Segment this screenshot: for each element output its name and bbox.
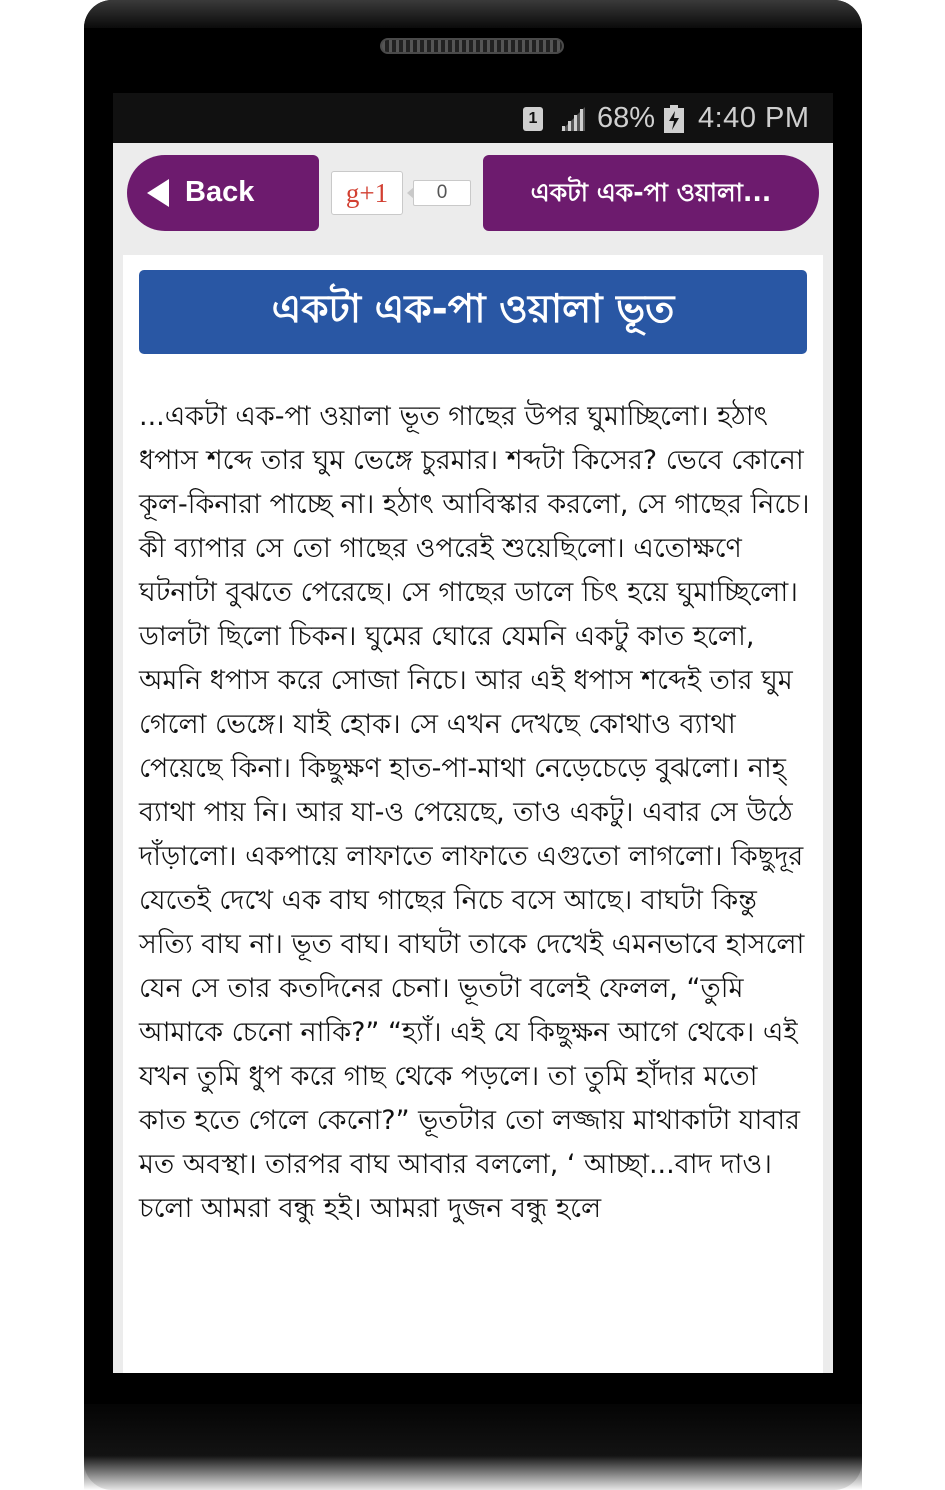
back-arrow-icon <box>147 179 169 207</box>
app-toolbar <box>113 143 833 243</box>
battery-charging-icon <box>663 105 685 133</box>
phone-top-edge <box>84 0 862 28</box>
sim-icon: 1 <box>523 107 543 131</box>
google-plus-count: 0 <box>413 180 471 206</box>
story-title: একটা এক-পা ওয়ালা ভূত <box>139 270 807 354</box>
status-bar <box>113 93 833 143</box>
story-content[interactable] <box>123 255 823 1373</box>
signal-icon <box>559 105 587 131</box>
back-button-label: Back <box>185 176 255 208</box>
phone-bottom-edge <box>84 1404 862 1490</box>
story-body-text: ...একটা এক-পা ওয়ালা ভূত গাছের উপর ঘুমাচ্ছিলো। হঠাৎ ধপাস শব্দে তার ঘুম ভেঙ্গে চুরমার। শব্দটা কিসের? ভেবে কোনো কূল-কিনারা পাচ্ছে না। হঠাৎ আবিস্কার করলো, সে গাছের নিচে। কী ব্যাপার সে তো গাছের ওপরেই শুয়েছিলো। এতোক্ষণে ঘটনাটা বুঝতে পেরেছে। সে গাছের ডালে চিৎ হয়ে ঘুমাচ্ছিলো। ডালটা ছিলো চিকন। ঘুমের ঘোরে যেমনি একটু কাত হলো, অমনি ধপাস করে সোজা নিচে। আর এই ধপাস শব্দেই তার ঘুম গেলো ভেঙ্গে। যাই হোক। সে এখন দেখছে কোথাও ব্যাথা পেয়েছে কিনা। কিছুক্ষণ হাত-পা-মাথা নেড়েচেড়ে বুঝলো। নাহ্ ব্যাথা পায় নি। আর যা-ও পেয়েছে, তাও একটু। এবার সে উঠে দাঁড়ালো। একপায়ে লাফাতে লাফাতে এগুতো লাগলো। কিছুদূর যেতেই দেখে এক বাঘ গাছের নিচে বসে আছে। বাঘটা কিন্তু সত্যি বাঘ না। ভূত বাঘ। বাঘটা তাকে দেখেই এমনভাবে হাসলো যেন সে তার কতদিনের চেনা। ভূতটা বলেই ফেলল, “তুমি আমাকে চেনো নাকি?” “হ্যাঁ। এই যে কিছুক্ষন আগে থেকে। এই যখন তুমি ধুপ করে গাছ থেকে পড়লে। তা তুমি হাঁদার মতো কাত হতে গেলে কেনো?” ভূতটার তো লজ্জায় মাথাকাটা যাবার মত অবস্থা। তারপর বাঘ আবার বললো, ‘ আচ্ছা...বাদ দাও। চলো আমরা বন্ধু হই। আমরা দুজন বন্ধু হলে <box>139 401 810 1224</box>
device-screen <box>113 93 833 1373</box>
earpiece-speaker <box>380 38 564 54</box>
google-plus-one-button[interactable]: g+1 <box>331 171 403 215</box>
status-time: 4:40 PM <box>698 102 810 134</box>
battery-percent: 68% <box>597 102 656 134</box>
story-title-chip[interactable]: একটা এক-পা ওয়ালা... <box>483 155 819 231</box>
back-button[interactable] <box>127 155 319 231</box>
